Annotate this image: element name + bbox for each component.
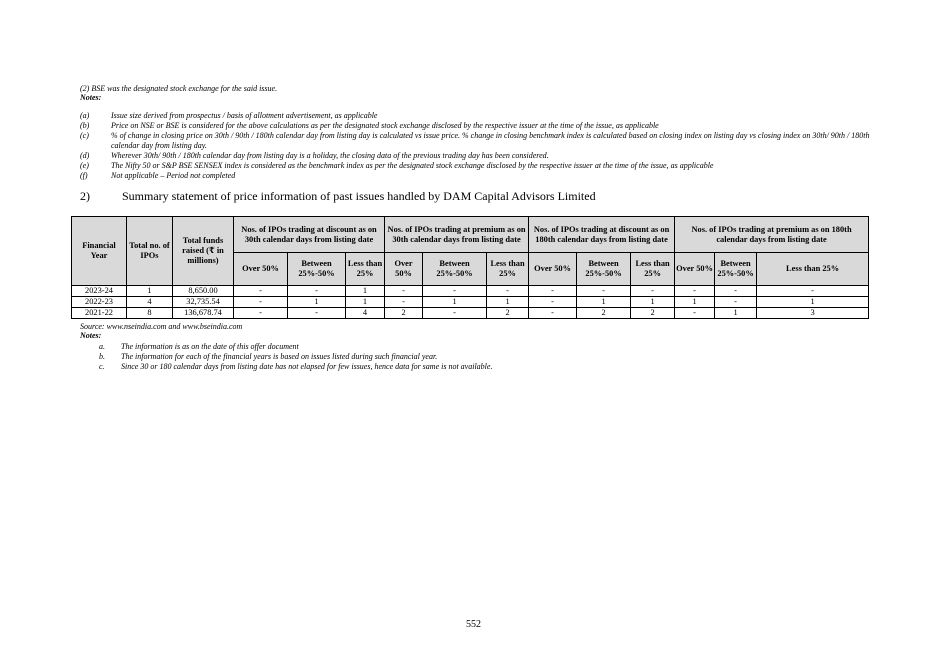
note-item [80, 342, 492, 352]
table-cell: 8,650.00 [173, 286, 234, 297]
note-text: The information is as on the date of this offer document [121, 342, 299, 351]
note-text: Since 30 or 180 calendar days from listing date has not elapsed for few issues, hence data for same is not available. [121, 362, 493, 371]
note-text: Price on NSE or BSE is considered for the above calculations as per the designated stock exchange disclosed by the respective issuer at the time of the issue, as applicable [111, 121, 659, 130]
table-cell: 1 [675, 297, 715, 308]
subheader-cell: Less than 25% [631, 253, 675, 286]
table-cell: - [385, 286, 423, 297]
note-text: % of change in closing price on 30th / 90th / 180th calendar day from listing day is calculated vs issue price. % change in closing benchmark index is calculated based on closing index on listing day vs closing index on 30th/ 90th / 180th calendar day from listing day. [111, 131, 870, 150]
table-cell: 3 [757, 308, 869, 319]
note-item [80, 151, 880, 161]
note-marker: (d) [80, 151, 90, 160]
table-cell: 136,678.74 [173, 308, 234, 319]
table-cell: 2 [487, 308, 529, 319]
notes-heading: Notes: [80, 93, 102, 102]
table-cell: 1 [346, 286, 385, 297]
notes-list [80, 111, 880, 181]
table-cell: - [577, 286, 631, 297]
header-premium-180: Nos. of IPOs trading at premium as on 180th calendar days from listing date [675, 217, 869, 253]
note-item [80, 121, 880, 131]
table-cell: 1 [577, 297, 631, 308]
header-discount-180: Nos. of IPOs trading at discount as on 180th calendar days from listing date [529, 217, 675, 253]
section-title-text: Summary statement of price information of past issues handled by DAM Capital Advisors Limited [122, 189, 596, 203]
table-row [72, 286, 869, 297]
note-marker: a. [99, 342, 105, 351]
subheader-cell: Over 50% [234, 253, 288, 286]
table-cell: - [487, 286, 529, 297]
header-discount-30: Nos. of IPOs trading at discount as on 30th calendar days from listing date [234, 217, 385, 253]
header-total-ipos: Total no. of IPOs [127, 217, 173, 286]
table-cell: 1 [757, 297, 869, 308]
note-item [80, 352, 492, 362]
table-cell: - [423, 308, 487, 319]
subheader-cell: Between 25%-50% [577, 253, 631, 286]
note-text: The Nifty 50 or S&P BSE SENSEX index is considered as the benchmark index as per the designated stock exchange disclosed by the respective issuer at the time of the issue, as applicable [111, 161, 714, 170]
source-note: Source: www.nseindia.com and www.bseindia.com [80, 322, 243, 331]
section-title [80, 189, 596, 204]
table-cell: - [385, 297, 423, 308]
notes-list-2 [80, 342, 492, 372]
table-cell: 8 [127, 308, 173, 319]
table-cell: 2 [631, 308, 675, 319]
subheader-cell: Between 25%-50% [423, 253, 487, 286]
note-marker: c. [99, 362, 105, 371]
subheader-cell: Between 25%-50% [288, 253, 346, 286]
subheader-cell: Less than 25% [757, 253, 869, 286]
table-cell: 2023-24 [72, 286, 127, 297]
header-financial-year: Financial Year [72, 217, 127, 286]
price-summary-table [71, 216, 869, 319]
subheader-cell: Less than 25% [346, 253, 385, 286]
table-cell: - [529, 297, 577, 308]
table-cell: 2021-22 [72, 308, 127, 319]
note-marker: b. [99, 352, 105, 361]
table-cell: - [675, 286, 715, 297]
note-item [80, 362, 492, 372]
table-cell: - [631, 286, 675, 297]
note-item [80, 111, 880, 121]
table-cell: 1 [423, 297, 487, 308]
top-footnote: (2) BSE was the designated stock exchange for the said issue. [80, 84, 278, 93]
note-item [80, 161, 880, 171]
table-cell: - [423, 286, 487, 297]
note-marker: (e) [80, 161, 89, 170]
note-text: Not applicable – Period not completed [111, 171, 236, 180]
table-cell: - [288, 308, 346, 319]
table-cell: - [288, 286, 346, 297]
table-cell: 1 [487, 297, 529, 308]
table-row [72, 297, 869, 308]
section-number: 2) [80, 189, 90, 203]
table-cell: 1 [715, 308, 757, 319]
table-cell: - [529, 286, 577, 297]
page-number: 552 [466, 619, 481, 630]
subheader-cell: Between 25%-50% [715, 253, 757, 286]
table-cell: 2 [385, 308, 423, 319]
note-text: The information for each of the financial years is based on issues listed during such financial year. [121, 352, 438, 361]
header-premium-30: Nos. of IPOs trading at premium as on 30th calendar days from listing date [385, 217, 529, 253]
table-cell: - [757, 286, 869, 297]
note-marker: (c) [80, 131, 89, 140]
note-text: Wherever 30th/ 90th / 180th calendar day from listing day is a holiday, the closing data of the previous trading day has been considered. [111, 151, 549, 160]
note-marker: (f) [80, 171, 88, 180]
table-cell: - [234, 297, 288, 308]
table-cell: 2 [577, 308, 631, 319]
table-cell: - [234, 308, 288, 319]
table-cell: 1 [288, 297, 346, 308]
subheader-cell: Over 50% [385, 253, 423, 286]
subheader-cell: Less than 25% [487, 253, 529, 286]
table-cell: - [675, 308, 715, 319]
table-cell: 1 [127, 286, 173, 297]
header-total-funds: Total funds raised (₹ in millions) [173, 217, 234, 286]
table-cell: - [715, 297, 757, 308]
subheader-cell: Over 50% [675, 253, 715, 286]
note-item [80, 131, 880, 151]
note-marker: (a) [80, 111, 90, 120]
subheader-cell: Over 50% [529, 253, 577, 286]
table-cell: 4 [127, 297, 173, 308]
table-cell: 4 [346, 308, 385, 319]
note-text: Issue size derived from prospectus / basis of allotment advertisement, as applicable [111, 111, 378, 120]
table-cell: - [715, 286, 757, 297]
table-cell: - [234, 286, 288, 297]
table-cell: 32,735.54 [173, 297, 234, 308]
table-cell: 1 [631, 297, 675, 308]
table-row [72, 308, 869, 319]
note-item [80, 171, 880, 181]
table-body [72, 286, 869, 319]
table-cell: - [529, 308, 577, 319]
note-marker: (b) [80, 121, 90, 130]
table-cell: 1 [346, 297, 385, 308]
table-cell: 2022-23 [72, 297, 127, 308]
notes-heading-2: Notes: [80, 331, 102, 340]
